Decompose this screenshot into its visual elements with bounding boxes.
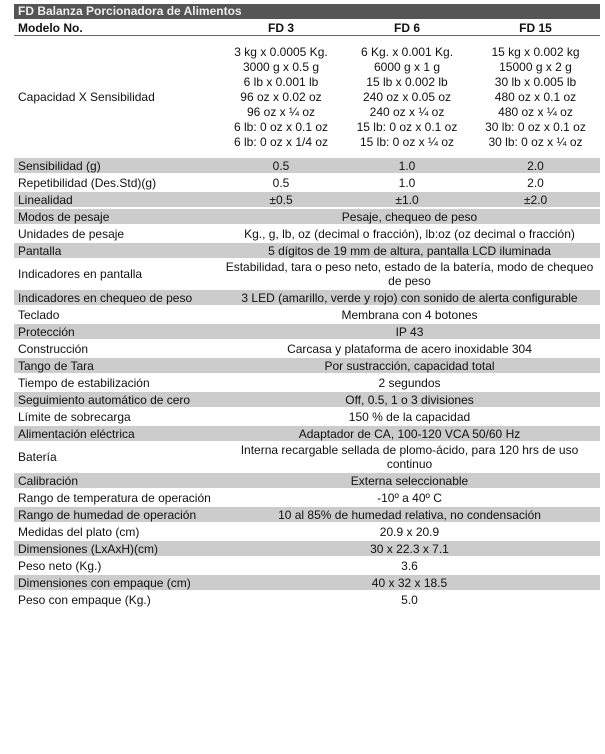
spec-label: Sensibilidad (g) bbox=[14, 158, 219, 173]
spec-label: Seguimiento automático de cero bbox=[14, 392, 219, 407]
spec-value: Kg., g, lb, oz (decimal o fracción), lb:oz (oz decimal o fracción) bbox=[219, 226, 600, 241]
header-fd15: FD 15 bbox=[471, 21, 600, 36]
spec-row-indicadores-en-chequeo-de-peso bbox=[14, 290, 600, 305]
header-fd3: FD 3 bbox=[219, 21, 343, 36]
spec-label: Alimentación eléctrica bbox=[14, 426, 219, 441]
spec-row-rango-de-humedad-de-operacion bbox=[14, 507, 600, 522]
spec-row-indicadores-en-pantalla bbox=[14, 260, 600, 288]
capacity-fd15-line: 30 lb: 0 oz x 0.1 oz bbox=[485, 119, 586, 134]
spec-value: 1.0 bbox=[343, 175, 471, 190]
spec-value: -10º a 40º C bbox=[219, 490, 600, 505]
spec-row-bateria bbox=[14, 443, 600, 471]
capacity-fd6-line: 240 oz x ¼ oz bbox=[369, 104, 445, 119]
spec-value: Interna recargable sellada de plomo-ácido, para 120 hrs de uso continuo bbox=[219, 443, 600, 471]
spec-value: 0.5 bbox=[219, 158, 343, 173]
spec-value: 150 % de la capacidad bbox=[219, 409, 600, 424]
spec-row-proteccion bbox=[14, 324, 600, 339]
spec-label: Tiempo de estabilización bbox=[14, 375, 219, 390]
capacity-fd6-line: 240 oz x 0.05 oz bbox=[362, 89, 452, 104]
spec-row-dimensiones-lxaxh-cm bbox=[14, 541, 600, 556]
spec-label: Rango de humedad de operación bbox=[14, 507, 219, 522]
spec-row-dimensiones-con-empaque-cm bbox=[14, 575, 600, 590]
spec-label: Modos de pesaje bbox=[14, 209, 219, 224]
spec-table bbox=[14, 19, 600, 609]
capacity-fd3-line: 3 kg x 0.0005 Kg. bbox=[234, 44, 328, 59]
spec-row-alimentacion-electrica bbox=[14, 426, 600, 441]
spec-row-rango-de-temperatura-de-operacion bbox=[14, 490, 600, 505]
spec-value: 1.0 bbox=[343, 158, 471, 173]
spec-label: Construcción bbox=[14, 341, 219, 356]
header-model-label: Modelo No. bbox=[14, 21, 219, 36]
header-row bbox=[14, 21, 600, 36]
capacity-fd15-line: 30 lb x 0.005 lb bbox=[494, 74, 577, 89]
capacity-fd15-line: 15000 g x 2 g bbox=[499, 59, 572, 74]
spec-row-tiempo-de-estabilizacion bbox=[14, 375, 600, 390]
spec-value: IP 43 bbox=[219, 324, 600, 339]
spec-label: Límite de sobrecarga bbox=[14, 409, 219, 424]
spec-row-calibracion bbox=[14, 473, 600, 488]
capacity-fd3-line: 96 oz x 0.02 oz bbox=[240, 89, 322, 104]
spec-row-tango-de-tara bbox=[14, 358, 600, 373]
spec-row-construccion bbox=[14, 341, 600, 356]
spec-value: Off, 0.5, 1 o 3 divisiones bbox=[219, 392, 600, 407]
spec-value: 3 LED (amarillo, verde y rojo) con sonido de alerta configurable bbox=[219, 290, 600, 305]
spec-label: Linealidad bbox=[14, 192, 219, 207]
spec-label: Rango de temperatura de operación bbox=[14, 490, 219, 505]
spec-label: Pantalla bbox=[14, 243, 219, 258]
spec-label: Batería bbox=[14, 443, 219, 471]
spec-label: Tango de Tara bbox=[14, 358, 219, 373]
capacity-fd3-line: 6 lb: 0 oz x 1/4 oz bbox=[233, 134, 329, 149]
spec-value: Carcasa y plataforma de acero inoxidable 304 bbox=[219, 341, 600, 356]
spec-value: 5 dígitos de 19 mm de altura, pantalla LCD iluminada bbox=[219, 243, 600, 258]
spec-value: 30 x 22.3 x 7.1 bbox=[219, 541, 600, 556]
spec-label: Indicadores en pantalla bbox=[14, 260, 219, 288]
spec-value: 2.0 bbox=[471, 175, 600, 190]
capacity-label: Capacidad X Sensibilidad bbox=[14, 38, 219, 156]
spec-value: ±2.0 bbox=[471, 192, 600, 207]
spec-row-pantalla bbox=[14, 243, 600, 258]
spec-value: 5.0 bbox=[219, 592, 600, 607]
spec-value: Adaptador de CA, 100-120 VCA 50/60 Hz bbox=[219, 426, 600, 441]
spec-label: Unidades de pesaje bbox=[14, 226, 219, 241]
capacity-fd15-line: 480 oz x 0.1 oz bbox=[494, 89, 577, 104]
spec-label: Calibración bbox=[14, 473, 219, 488]
capacity-fd15-line: 30 lb: 0 oz x ¼ oz bbox=[488, 134, 583, 149]
capacity-fd6-line: 6 Kg. x 0.001 Kg. bbox=[360, 44, 454, 59]
spec-value: ±1.0 bbox=[343, 192, 471, 207]
spec-row-limite-de-sobrecarga bbox=[14, 409, 600, 424]
spec-row-modos-de-pesaje bbox=[14, 209, 600, 224]
spec-row-medidas-del-plato-cm bbox=[14, 524, 600, 539]
capacity-fd3-line: 3000 g x 0.5 g bbox=[242, 59, 320, 74]
capacity-fd6-line: 15 lb x 0.002 lb bbox=[366, 74, 448, 89]
spec-value: Externa seleccionable bbox=[219, 473, 600, 488]
spec-value: 20.9 x 20.9 bbox=[219, 524, 600, 539]
spec-row-peso-neto-kg bbox=[14, 558, 600, 573]
spec-label: Indicadores en chequeo de peso bbox=[14, 290, 219, 305]
capacity-fd3-line: 6 lb: 0 oz x 0.1 oz bbox=[233, 119, 329, 134]
spec-value: Pesaje, chequeo de peso bbox=[219, 209, 600, 224]
capacity-fd15-line: 480 oz x ¼ oz bbox=[498, 104, 573, 119]
capacity-fd15 bbox=[471, 38, 600, 156]
spec-label: Peso neto (Kg.) bbox=[14, 558, 219, 573]
spec-value: 3.6 bbox=[219, 558, 600, 573]
capacity-fd6-line: 6000 g x 1 g bbox=[373, 59, 441, 74]
spec-row-linealidad bbox=[14, 192, 600, 207]
spec-label: Dimensiones con empaque (cm) bbox=[14, 575, 219, 590]
spec-label: Peso con empaque (Kg.) bbox=[14, 592, 219, 607]
spec-row-sensibilidad-g bbox=[14, 158, 600, 173]
spec-row-repetibilidad-des-std-g bbox=[14, 175, 600, 190]
header-fd6: FD 6 bbox=[343, 21, 471, 36]
spec-value: 10 al 85% de humedad relativa, no condensación bbox=[219, 507, 600, 522]
capacity-row bbox=[14, 38, 600, 156]
spec-row-unidades-de-pesaje bbox=[14, 226, 600, 241]
spec-value: Estabilidad, tara o peso neto, estado de la batería, modo de chequeo de peso bbox=[219, 260, 600, 288]
sheet-title: FD Balanza Porcionadora de Alimentos bbox=[14, 4, 600, 19]
capacity-fd6 bbox=[343, 38, 471, 156]
spec-label: Dimensiones (LxAxH)(cm) bbox=[14, 541, 219, 556]
spec-value: Por sustracción, capacidad total bbox=[219, 358, 600, 373]
capacity-fd6-line: 15 lb: 0 oz x ¼ oz bbox=[359, 134, 455, 149]
spec-row-seguimiento-automatico-de-cero bbox=[14, 392, 600, 407]
spec-value: 40 x 32 x 18.5 bbox=[219, 575, 600, 590]
spec-label: Teclado bbox=[14, 307, 219, 322]
capacity-fd3-line: 96 oz x ¼ oz bbox=[246, 104, 316, 119]
spec-label: Protección bbox=[14, 324, 219, 339]
capacity-fd6-line: 15 lb: 0 oz x 0.1 oz bbox=[356, 119, 458, 134]
spec-label: Medidas del plato (cm) bbox=[14, 524, 219, 539]
spec-row-teclado bbox=[14, 307, 600, 322]
spec-value: ±0.5 bbox=[219, 192, 343, 207]
capacity-fd3 bbox=[219, 38, 343, 156]
spec-value: 2 segundos bbox=[219, 375, 600, 390]
spec-row-peso-con-empaque-kg bbox=[14, 592, 600, 607]
capacity-fd15-line: 15 kg x 0.002 kg bbox=[491, 44, 580, 59]
spec-value: 0.5 bbox=[219, 175, 343, 190]
spec-label: Repetibilidad (Des.Std)(g) bbox=[14, 175, 219, 190]
spec-value: Membrana con 4 botones bbox=[219, 307, 600, 322]
spec-value: 2.0 bbox=[471, 158, 600, 173]
capacity-fd3-line: 6 lb x 0.001 lb bbox=[243, 74, 319, 89]
